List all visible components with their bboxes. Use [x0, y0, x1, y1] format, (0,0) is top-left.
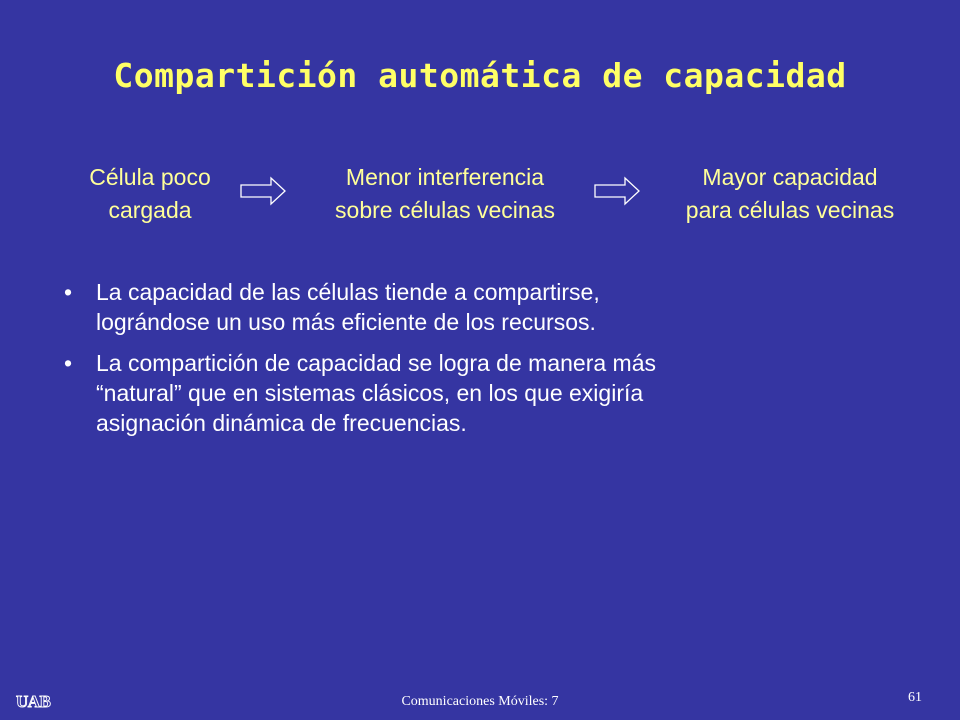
bullet-1-line-2: lográndose un uso más eficiente de los recursos. [96, 309, 596, 335]
bullet-icon: • [64, 350, 73, 376]
bullet-icon: • [64, 279, 73, 305]
flow-step-1-line-2: cargada [108, 197, 192, 223]
flow-step-2-line-2: sobre células vecinas [335, 197, 555, 223]
uab-logo-text: UAB [16, 692, 51, 711]
slide-number: 61 [908, 690, 922, 705]
bullet-item [62, 277, 862, 337]
flow-step-3-line-1: Mayor capacidad [702, 164, 878, 190]
flow-step-1-line-1: Célula poco [89, 164, 211, 190]
bullet-list [62, 277, 862, 449]
bullet-2-line-3: asignación dinámica de frecuencias. [96, 410, 467, 436]
flow-step-more-capacity [640, 161, 940, 227]
footer-course-title: Comunicaciones Móviles: 7 [401, 694, 559, 709]
flow-step-2-line-1: Menor interferencia [345, 164, 545, 190]
bullet-1-line-1: La capacidad de las células tiende a compartirse, [96, 279, 600, 305]
right-arrow-icon [594, 176, 640, 206]
flow-step-less-interference [290, 161, 600, 227]
bullet-item [62, 348, 862, 438]
flow-step-3-line-2: para células vecinas [685, 197, 895, 223]
flow-step-low-load-cell [40, 161, 260, 227]
bullet-2-line-1: La compartición de capacidad se logra de manera más [96, 350, 656, 376]
bullet-2-line-2: “natural” que en sistemas clásicos, en los que exigiría [96, 380, 644, 406]
right-arrow-icon [240, 176, 286, 206]
slide-title: Compartición automática de capacidad [113, 56, 847, 95]
